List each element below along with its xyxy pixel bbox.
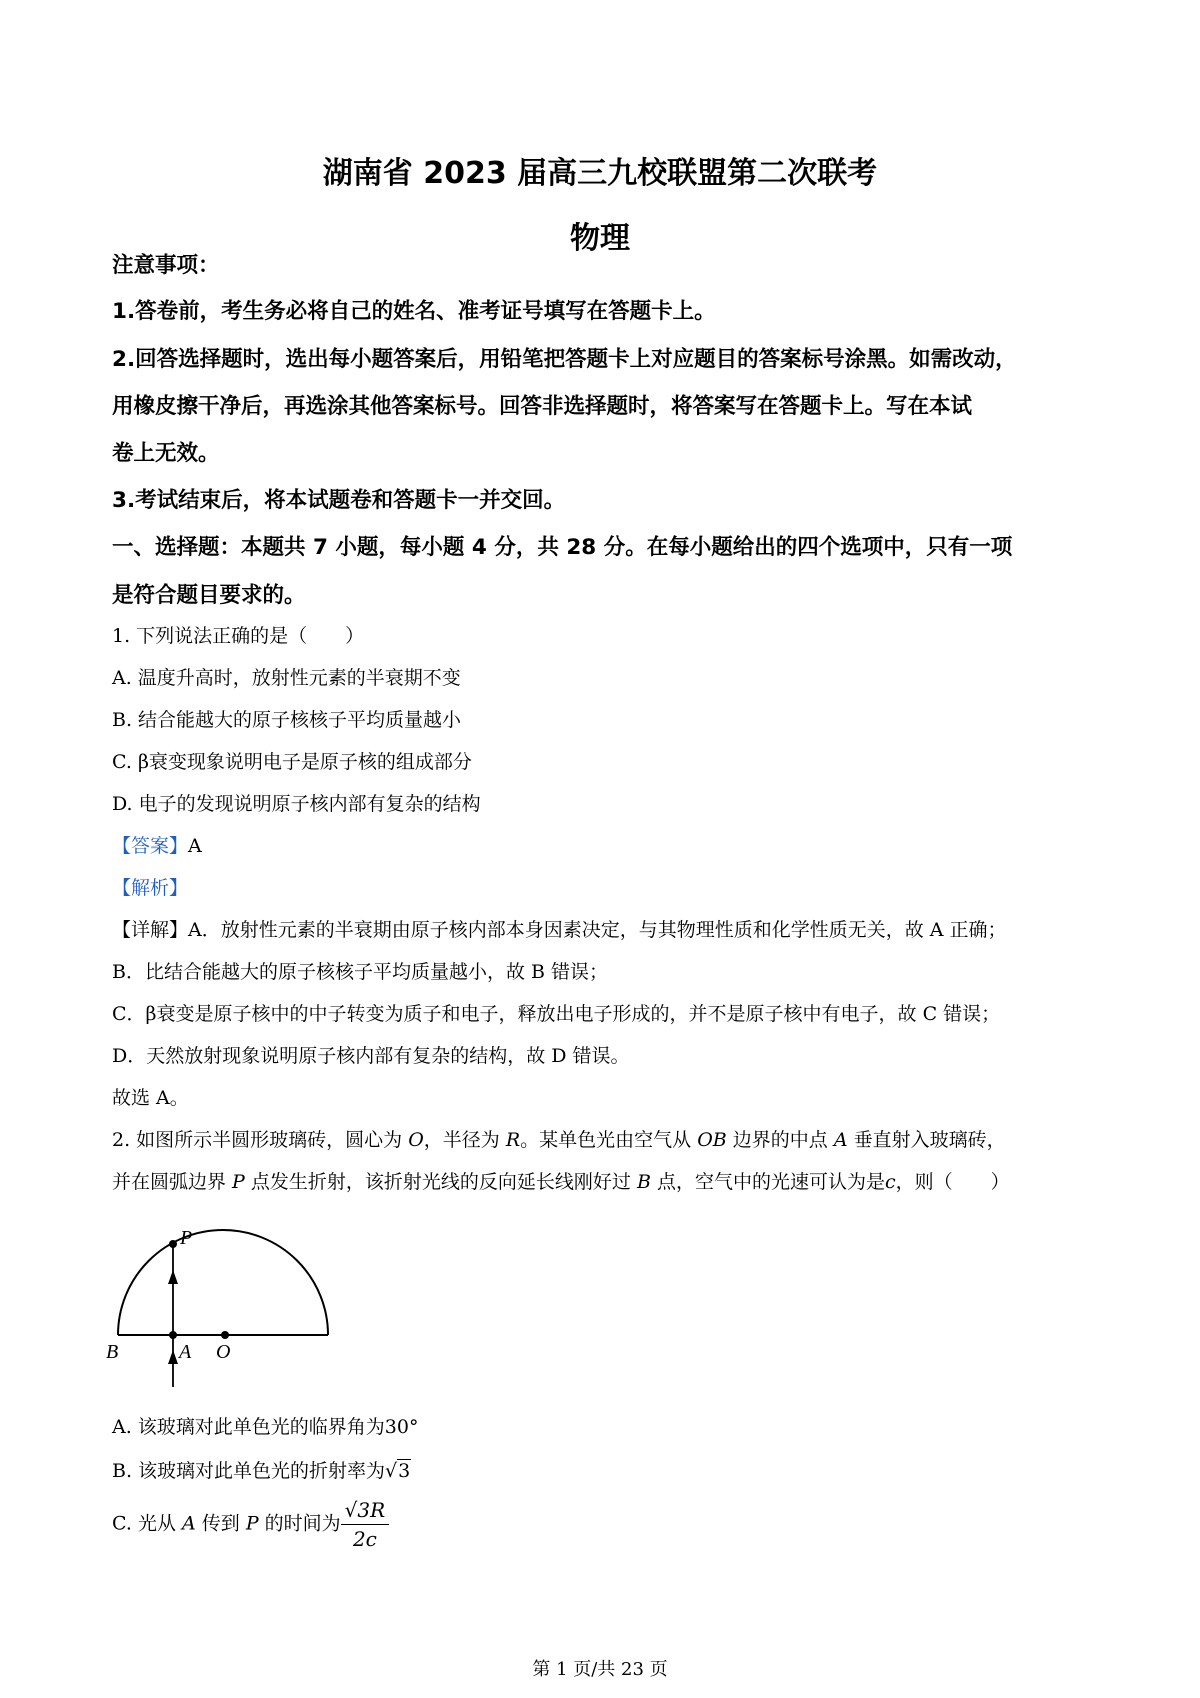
answer-tag: 【答案】 bbox=[112, 835, 189, 857]
sqrt-sign: √ bbox=[385, 1460, 398, 1482]
text: 点发生折射，该折射光线的反向延长线刚好过 bbox=[244, 1171, 637, 1193]
var-ob: OB bbox=[697, 1129, 727, 1151]
text: ，则（ ） bbox=[895, 1171, 1010, 1193]
q2-option-b bbox=[112, 1456, 411, 1483]
text: 传到 bbox=[195, 1512, 246, 1535]
answer-value: A bbox=[188, 835, 202, 857]
q1-option-c: C. β衰变现象说明电子是原子核的组成部分 bbox=[112, 751, 472, 773]
q2-option-c bbox=[112, 1496, 389, 1553]
var-a: A bbox=[181, 1512, 196, 1535]
var-a: A bbox=[833, 1129, 848, 1151]
q2-stem-line2 bbox=[112, 1167, 1010, 1194]
q1-detail: B．比结合能越大的原子核核子平均质量越小，故 B 错误； bbox=[112, 961, 609, 983]
point-o-dot bbox=[221, 1331, 229, 1339]
exam-title: 湖南省 2023 届高三九校联盟第二次联考 bbox=[322, 156, 878, 191]
q2-option-a: A. 该玻璃对此单色光的临界角为30° bbox=[112, 1416, 419, 1438]
notice-heading: 注意事项： bbox=[112, 253, 220, 278]
section-heading: 一、选择题：本题共 7 小题，每小题 4 分，共 28 分。在每小题给出的四个选项中，只有一项 bbox=[112, 535, 1013, 560]
text: ，半径为 bbox=[423, 1129, 506, 1151]
var-p: P bbox=[245, 1512, 259, 1535]
var-r: R bbox=[505, 1129, 521, 1151]
fraction-denominator: 2c bbox=[352, 1527, 377, 1551]
q1-option-d: D. 电子的发现说明原子核内部有复杂的结构 bbox=[112, 793, 481, 815]
var-b: B bbox=[636, 1171, 651, 1193]
section-heading: 是符合题目要求的。 bbox=[112, 583, 306, 608]
semicircle-arc bbox=[118, 1230, 328, 1335]
notice-item: 3.考试结束后，将本试题卷和答题卡一并交回。 bbox=[112, 488, 566, 513]
semicircle-glass-figure bbox=[108, 1212, 338, 1392]
text: 的时间为 bbox=[258, 1512, 341, 1535]
q1-answer bbox=[112, 831, 202, 858]
var-p: P bbox=[232, 1171, 245, 1193]
var-o: O bbox=[408, 1129, 424, 1151]
analysis-tag: 【解析】 bbox=[112, 877, 189, 899]
ray-arrow-lower bbox=[168, 1350, 178, 1364]
text: 2. 如图所示半圆形玻璃砖，圆心为 bbox=[112, 1129, 409, 1151]
text: C. 光从 bbox=[112, 1512, 182, 1535]
q1-detail: 故选 A。 bbox=[112, 1087, 189, 1109]
point-p-dot bbox=[169, 1240, 177, 1248]
text: 边界的中点 bbox=[726, 1129, 834, 1151]
notice-item: 1.答卷前，考生务必将自己的姓名、准考证号填写在答题卡上。 bbox=[112, 299, 716, 324]
q2-stem-line1 bbox=[112, 1125, 1006, 1152]
text: B. 该玻璃对此单色光的折射率为 bbox=[112, 1460, 386, 1482]
page-footer: 第 1 页/共 23 页 bbox=[532, 1659, 668, 1680]
var-c: c bbox=[884, 1171, 896, 1193]
radicand: 3 bbox=[398, 1460, 411, 1482]
q1-option-b: B. 结合能越大的原子核核子平均质量越小 bbox=[112, 709, 462, 731]
text: 。某单色光由空气从 bbox=[520, 1129, 698, 1151]
fraction-numerator: √3R bbox=[341, 1496, 390, 1525]
notice-item: 2.回答选择题时，选出每小题答案后，用铅笔把答题卡上对应题目的答案标号涂黑。如需改动， bbox=[112, 347, 1017, 372]
label-p: P bbox=[180, 1227, 193, 1249]
label-o: O bbox=[216, 1341, 231, 1363]
text: 并在圆弧边界 bbox=[112, 1171, 233, 1193]
q1-stem: 1. 下列说法正确的是（ ） bbox=[112, 625, 365, 647]
q1-option-a: A. 温度升高时，放射性元素的半衰期不变 bbox=[112, 667, 461, 689]
notice-item: 卷上无效。 bbox=[112, 441, 220, 466]
time-fraction bbox=[341, 1496, 390, 1553]
q1-detail: C．β衰变是原子核中的中子转变为质子和电子，释放出电子形成的，并不是原子核中有电子，故 C 错误； bbox=[112, 1003, 1001, 1025]
point-a-dot bbox=[169, 1331, 177, 1339]
notice-item: 用橡皮擦干净后，再选涂其他答案标号。回答非选择题时，将答案写在答题卡上。写在本试 bbox=[112, 394, 973, 419]
text: 点，空气中的光速可认为是 bbox=[650, 1171, 885, 1193]
label-b: B bbox=[106, 1341, 119, 1363]
q1-detail: 【详解】A．放射性元素的半衰期由原子核内部本身因素决定，与其物理性质和化学性质无关，故 A 正确； bbox=[112, 919, 1007, 941]
text: 垂直射入玻璃砖， bbox=[847, 1129, 1006, 1151]
exam-subject: 物理 bbox=[570, 221, 630, 256]
label-a: A bbox=[179, 1341, 192, 1363]
ray-arrow-upper bbox=[168, 1270, 178, 1284]
q1-detail: D．天然放射现象说明原子核内部有复杂的结构，故 D 错误。 bbox=[112, 1045, 630, 1067]
